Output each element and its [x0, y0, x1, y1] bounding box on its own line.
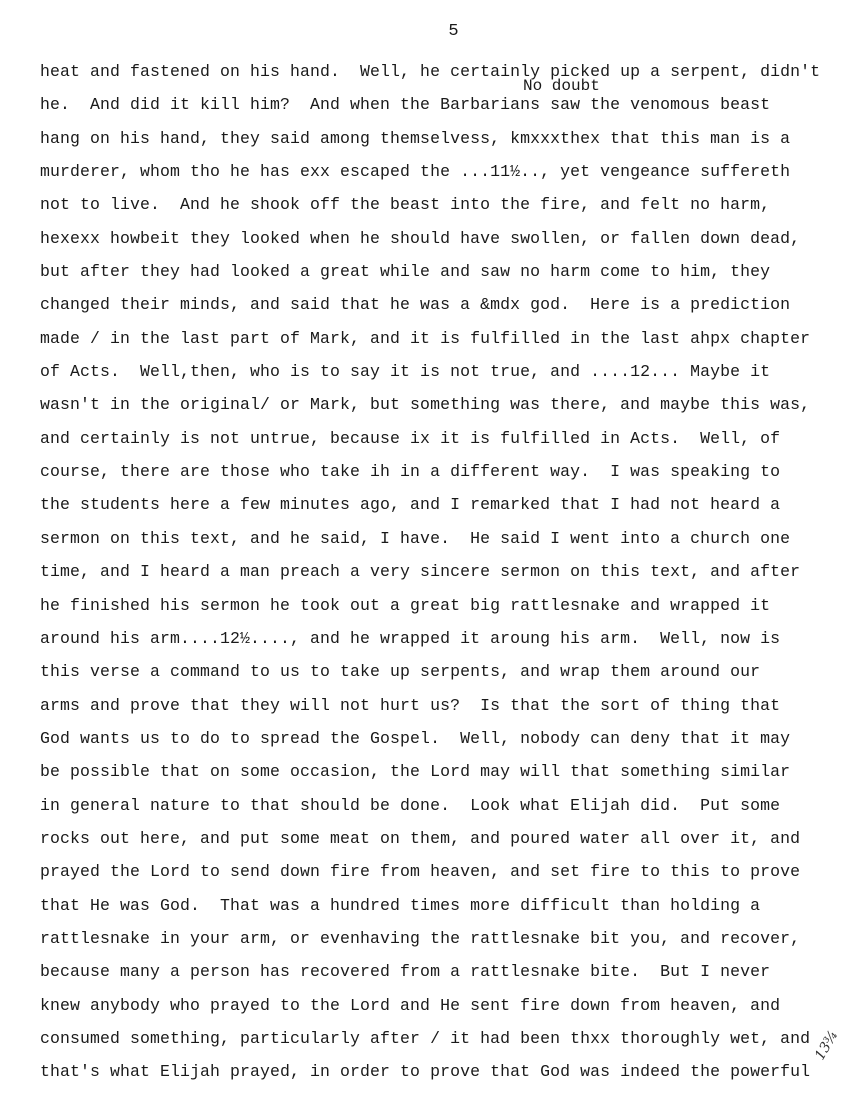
interlinear-insert: No doubt — [523, 77, 600, 95]
text-line: in general nature to that should be done. Look what Elijah did. Put some — [40, 795, 781, 815]
text-line: because many a person has recovered from a rattlesnake bite. But I never — [40, 962, 771, 982]
text-line: course, there are those who take ih in a different way. I was speaking to — [40, 462, 781, 482]
text-line: knew anybody who prayed to the Lord and He sent fire down from heaven, and — [40, 995, 781, 1015]
text-line: time, and I heard a man preach a very sincere sermon on this text, and after — [40, 562, 801, 582]
text-line: murderer, whom tho he has exx escaped the ...11½.., yet vengeance suffereth — [40, 162, 791, 182]
text-line: not to live. And he shook off the beast into the fire, and felt no harm, — [40, 195, 771, 215]
handwritten-note: 13¾ — [812, 1027, 842, 1063]
text-line: around his arm....12½...., and he wrapped it aroung his arm. Well, now is — [40, 628, 781, 648]
text-line: that He was God. That was a hundred times more difficult than holding a — [40, 895, 761, 915]
text-line: sermon on this text, and he said, I have. He said I went into a church one — [40, 528, 791, 548]
text-line: of Acts. Well,then, who is to say it is not true, and ....12... Maybe it — [40, 362, 771, 382]
text-line: changed their minds, and said that he was a &mdx god. Here is a prediction — [40, 295, 791, 315]
page-number: 5 — [448, 22, 459, 41]
text-line: this verse a command to us to take up serpents, and wrap them around our — [40, 662, 761, 682]
text-line: God wants us to do to spread the Gospel. Well, nobody can deny that it may — [40, 728, 791, 748]
text-line: consumed something, particularly after / it had been thxx thoroughly wet, and — [40, 1028, 811, 1048]
text-line: arms and prove that they will not hurt us? Is that the sort of thing that — [40, 695, 781, 715]
text-line: prayed the Lord to send down fire from heaven, and set fire to this to prove — [40, 862, 801, 882]
text-line: wasn't in the original/ or Mark, but something was there, and maybe this was, — [40, 395, 811, 415]
text-line: he. And did it kill him? And when the Barbarians saw the venomous beast — [40, 95, 771, 115]
text-line: the students here a few minutes ago, and I remarked that I had not heard a — [40, 495, 781, 515]
text-line: rocks out here, and put some meat on them, and poured water all over it, and — [40, 828, 801, 848]
text-line: hexexx howbeit they looked when he should have swollen, or fallen down dead, — [40, 228, 801, 248]
text-line: and certainly is not untrue, because ix it is fulfilled in Acts. Well, of — [40, 428, 781, 448]
text-line: but after they had looked a great while and saw no harm come to him, they — [40, 262, 771, 282]
text-line: rattlesnake in your arm, or evenhaving the rattlesnake bit you, and recover, — [40, 928, 801, 948]
text-line: he finished his sermon he took out a great big rattlesnake and wrapped it — [40, 595, 771, 615]
typed-text-body — [40, 55, 840, 1089]
text-line: made / in the last part of Mark, and it is fulfilled in the last ahpx chapter — [40, 328, 811, 348]
text-line: heat and fastened on his hand. Well, he certainly picked up a serpent, didn't — [40, 62, 821, 81]
text-line: that's what Elijah prayed, in order to prove that God was indeed the powerful — [40, 1062, 811, 1082]
text-line: hang on his hand, they said among themselvess, kmxxxthex that this man is a — [40, 128, 791, 148]
text-line: be possible that on some occasion, the Lord may will that something similar — [40, 762, 791, 782]
